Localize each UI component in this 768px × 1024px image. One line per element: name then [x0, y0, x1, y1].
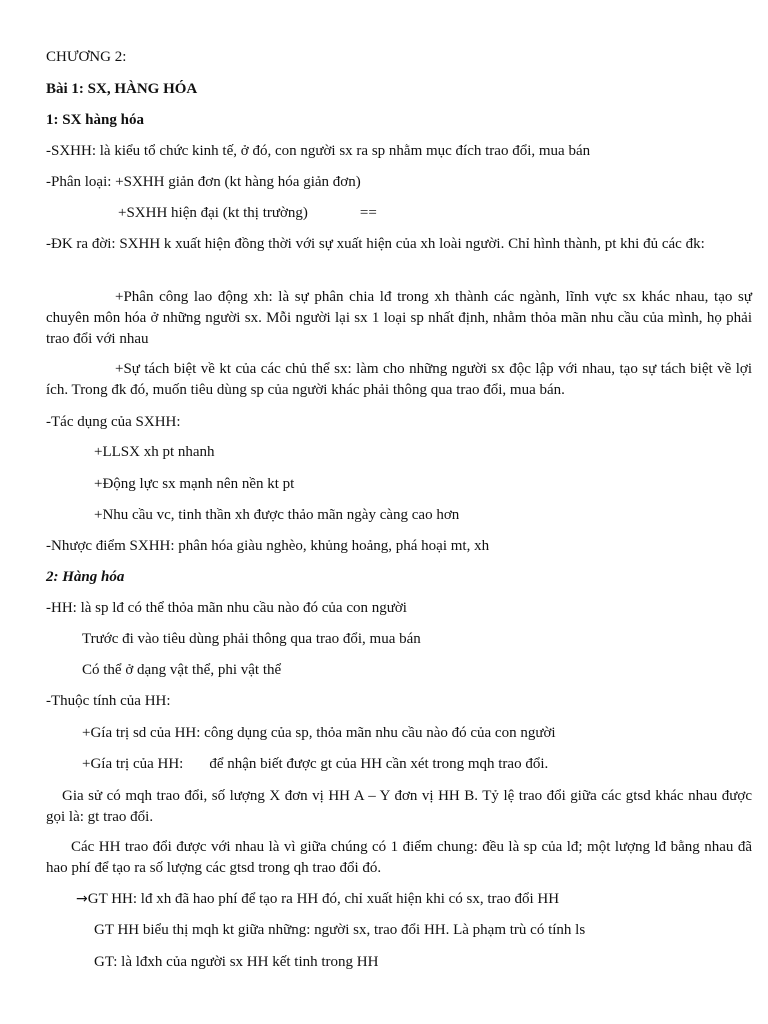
- classification-item: +SXHH hiện đại (kt thị trường): [118, 205, 308, 221]
- classification-line-2: [118, 203, 377, 223]
- effect-item: +Nhu cầu vc, tinh thần xh được thảo mãn ngày càng cao hơn: [94, 507, 460, 523]
- effects-title: -Tác dụng của SXHH:: [46, 414, 181, 430]
- condition-1-paragraph: +Phân công lao động xh: là sự phân chia lđ trong xh thành các ngành, lĩnh vực sx khác nhau, tạo sự chuyên môn hóa ở những người sx. Mỗi người lại sx 1 loại sp nhất định, nhằm thỏa mãn nhu cầu của mình, họ phải trao đổi với nhau: [46, 289, 752, 347]
- condition-2-paragraph: +Sự tách biệt về kt của các chủ thể sx: làm cho những người sx độc lập với nhau, tạo sự tách biệt về lợi ích. Trong đk đó, muốn tiêu dùng sp của người khác phải thông qua trao đổi, mua bán.: [46, 361, 752, 398]
- section2-heading: 2: Hàng hóa: [46, 569, 125, 585]
- equals-mark: ==: [359, 205, 377, 221]
- drawbacks-line: -Nhược điểm SXHH: phân hóa giàu nghèo, khủng hoảng, phá hoại mt, xh: [46, 538, 490, 554]
- gt-hh-text: GT HH: lđ xh đã hao phí để tạo ra HH đó, chỉ xuất hiện khi có sx, trao đổi HH: [87, 891, 560, 907]
- arrow-right-icon: →: [76, 891, 88, 907]
- hh-definition: -HH: là sp lđ có thể thỏa mãn nhu cầu nào đó của con người: [46, 600, 407, 616]
- common-point-paragraph: Các HH trao đổi được với nhau là vì giữa chúng có 1 điểm chung: đều là sp của lđ; một lượng lđ bằng nhau đã hao phí để tạo ra số lượng các gtsd trong qh trao đổi đó.: [46, 839, 752, 876]
- classification-line: -Phân loại: +SXHH giản đơn (kt hàng hóa giản đơn): [46, 174, 361, 190]
- lesson-title: Bài 1: SX, HÀNG HÓA: [46, 81, 198, 97]
- gt-definition-line: GT: là lđxh của người sx HH kết tinh trong HH: [94, 954, 379, 970]
- attributes-title: -Thuộc tính của HH:: [46, 693, 171, 709]
- sxhh-definition: -SXHH: là kiểu tổ chức kinh tế, ở đó, con người sx ra sp nhằm mục đích trao đổi, mua bán: [46, 143, 591, 159]
- effect-item: +LLSX xh pt nhanh: [94, 444, 215, 460]
- value-text: để nhận biết được gt của HH cần xét trong mqh trao đổi.: [209, 756, 549, 772]
- use-value-line: +Gía trị sd của HH: công dụng của sp, thỏa mãn nhu cầu nào đó của con người: [82, 725, 556, 741]
- effect-item: +Động lực sx mạnh nên nền kt pt: [94, 476, 295, 492]
- conditions-paragraph: -ĐK ra đời: SXHH k xuất hiện đồng thời với sự xuất hiện của xh loài người. Chỉ hình thành, pt khi đủ các đk:: [46, 236, 705, 252]
- section1-heading: 1: SX hàng hóa: [46, 112, 144, 128]
- chapter-title: CHƯƠNG 2:: [46, 49, 127, 65]
- hh-note: Có thể ở dạng vật thể, phi vật thể: [82, 662, 282, 678]
- value-line: [82, 754, 548, 774]
- hh-note: Trước đi vào tiêu dùng phải thông qua trao đổi, mua bán: [82, 631, 421, 647]
- gt-hh-line: [76, 889, 559, 909]
- exchange-paragraph: Gia sử có mqh trao đổi, số lượng X đơn vị HH A – Y đơn vị HH B. Tỷ lệ trao đổi giữa các gtsd khác nhau được gọi là: gt trao đổi.: [46, 788, 752, 825]
- gt-hh-line-2: GT HH biểu thị mqh kt giữa những: người sx, trao đổi HH. Là phạm trù có tính ls: [94, 922, 586, 938]
- value-label: +Gía trị của HH:: [82, 756, 184, 772]
